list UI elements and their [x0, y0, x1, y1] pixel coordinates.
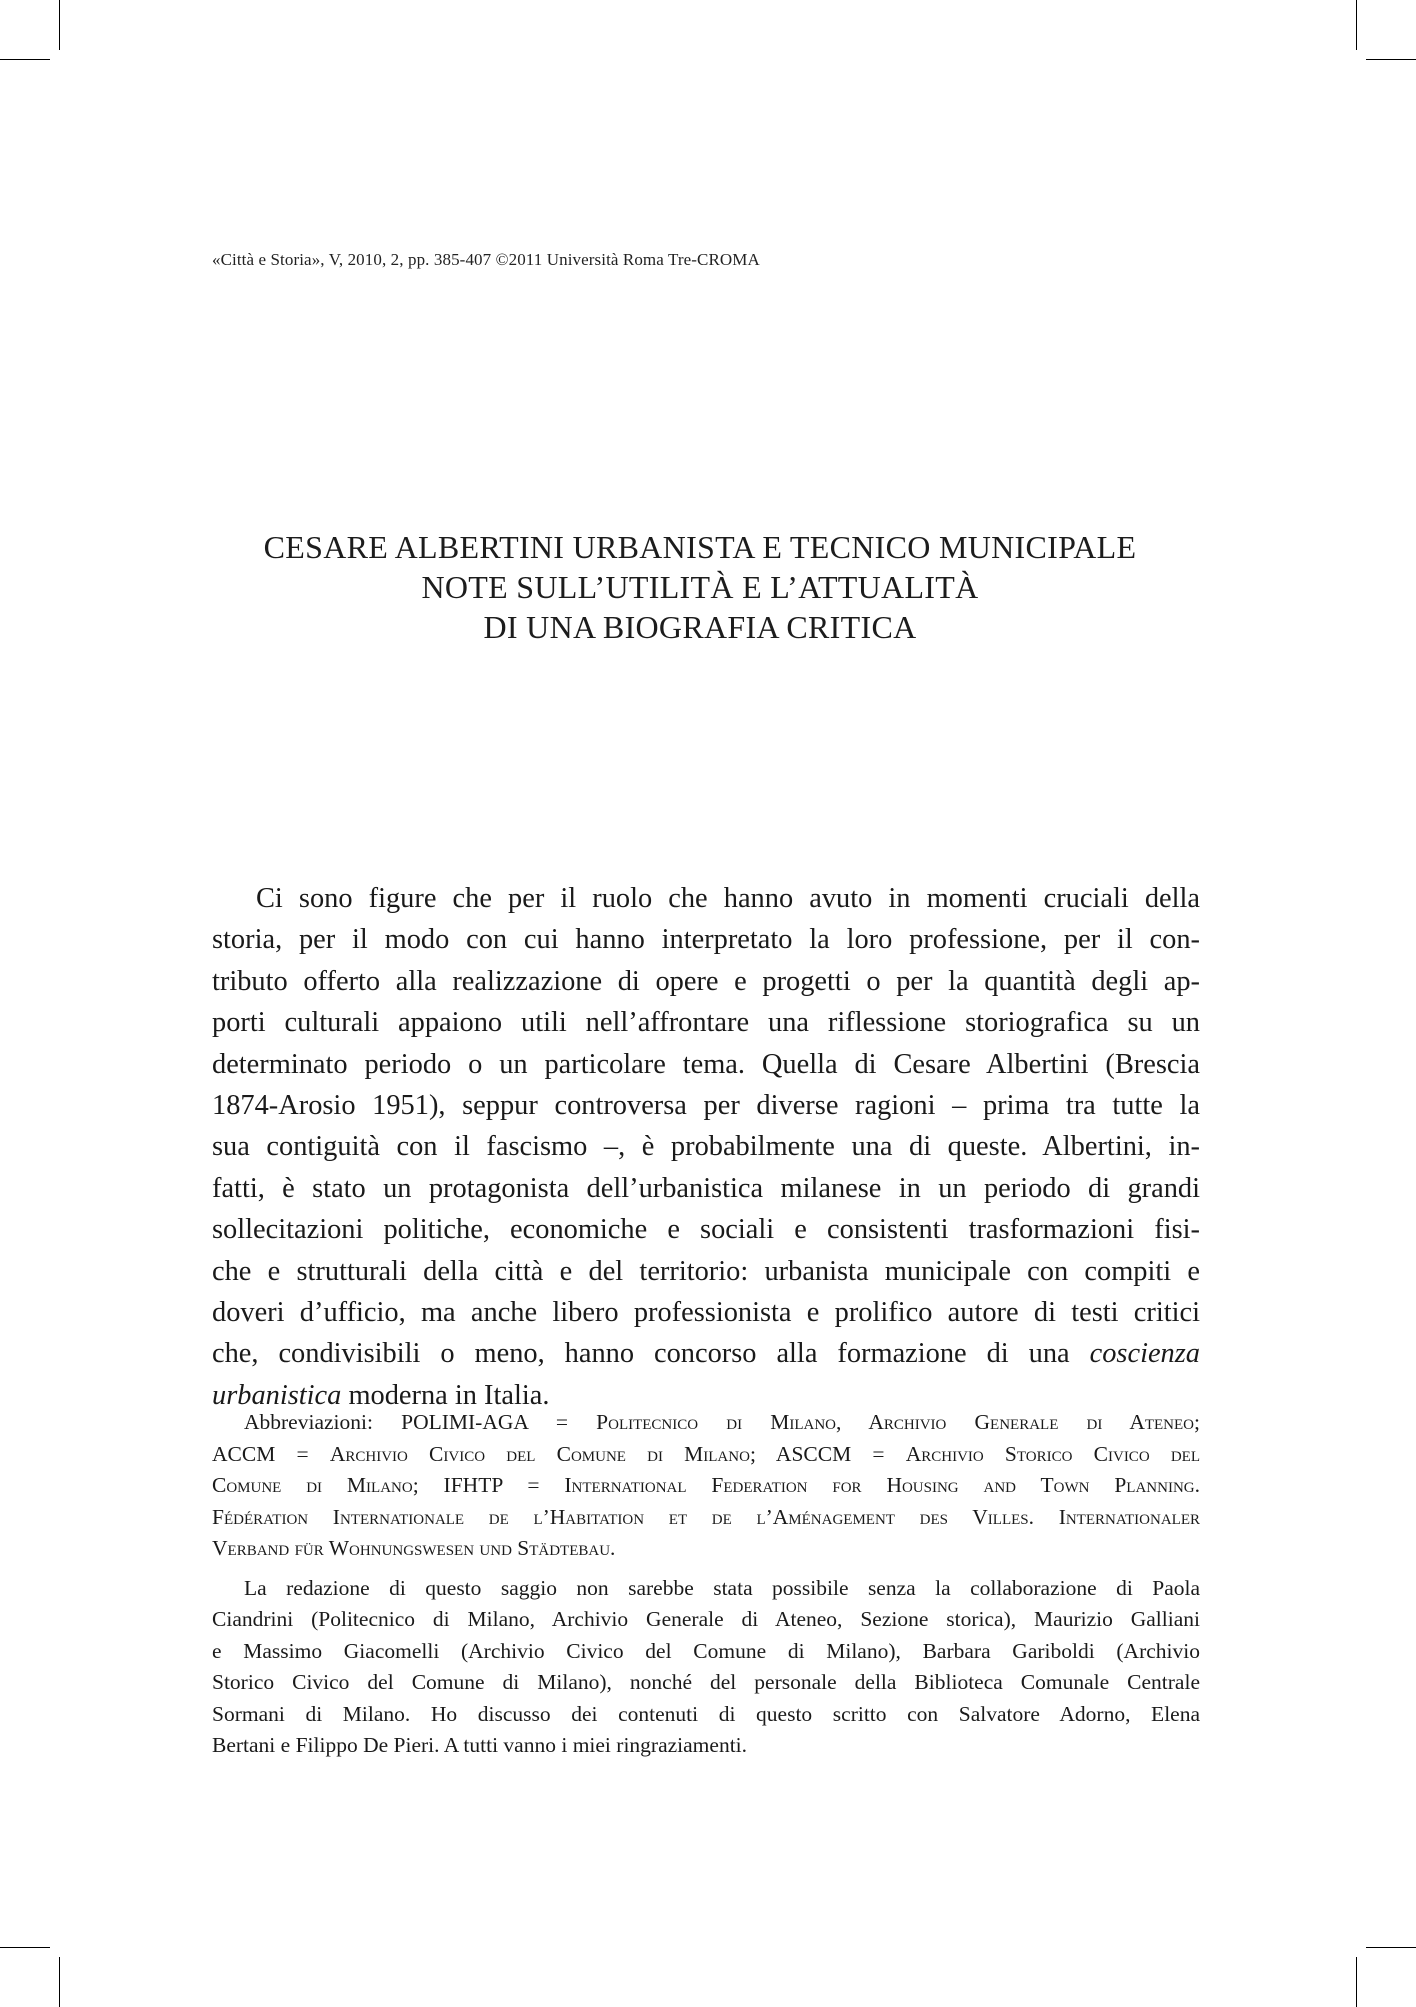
text-segment: ; ASCCM = [749, 1441, 906, 1466]
text-line: Storico Civico del Comune di Milano), nonché del personale della Biblioteca Comunale Centrale [212, 1670, 1200, 1694]
text-line: Bertani e Filippo De Pieri. A tutti vanno i miei ringraziamenti. [212, 1733, 748, 1757]
small-caps-text: International Federation for Housing and Town Planning. [564, 1473, 1200, 1497]
crop-mark [1356, 1957, 1357, 2007]
crop-mark [1356, 0, 1357, 50]
text-line: che e strutturali della città e del territorio: urbanista municipale con compiti e [212, 1255, 1200, 1287]
crop-mark [0, 1947, 50, 1948]
crop-mark [0, 59, 50, 60]
text-line: La redazione di questo saggio non sarebbe stata possibile senza la collaborazione di Paola [244, 1575, 1200, 1600]
small-caps-text: Archivio Storico Civico del [905, 1441, 1201, 1466]
text-line: Verband für Wohnungswesen und Städtebau. [212, 1536, 616, 1560]
text-line: e Massimo Giacomelli (Archivio Civico del Comune di Milano), Barbara Gariboldi (Archivio [212, 1638, 1200, 1663]
text-line: 1874-Arosio 1951), seppur controversa per diverse ragioni – prima tra tutte la [212, 1090, 1200, 1122]
text-segment: ; IFHTP = [412, 1473, 565, 1497]
text-line: sua contiguità con il fascismo –, è probabilmente una di queste. Albertini, in- [212, 1131, 1200, 1163]
text-line [212, 1407, 1200, 1439]
text-line [212, 1333, 1200, 1374]
small-caps-text: Politecnico di Milano, Archivio Generale di Ateneo [596, 1410, 1194, 1434]
small-caps-text: Comune di Milano [212, 1473, 413, 1497]
text-line: storia, per il modo con cui hanno interpretato la loro professione, per il con- [212, 924, 1200, 956]
text-line [212, 1439, 1200, 1471]
crop-mark [59, 0, 60, 50]
body-paragraph [212, 878, 1200, 1416]
crop-mark [59, 1957, 60, 2007]
text-segment: ACCM = [212, 1441, 330, 1466]
italic-term: urbanistica [212, 1379, 342, 1411]
crop-mark [1366, 59, 1416, 60]
crop-mark [1366, 1947, 1416, 1948]
text-segment: moderna in Italia. [341, 1379, 550, 1411]
text-line: sollecitazioni politiche, economiche e sociali e consistenti trasformazioni fisi- [212, 1214, 1200, 1246]
italic-term: coscienza [1089, 1338, 1200, 1370]
footnotes [212, 1407, 1200, 1762]
abbreviations-note [212, 1407, 1200, 1565]
text-line [212, 1470, 1200, 1502]
text-line: doveri d’ufficio, ma anche libero professionista e prolifico autore di testi critici [212, 1297, 1200, 1329]
acknowledgements-note [212, 1573, 1200, 1762]
text-segment: ; [1194, 1410, 1200, 1434]
text-line: determinato periodo o un particolare tema. Quella di Cesare Albertini (Brescia [212, 1048, 1200, 1080]
text-line: porti culturali appaiono utili nell’affrontare una riflessione storiografica su un [212, 1007, 1200, 1039]
title-line: CESARE ALBERTINI URBANISTA E TECNICO MUNICIPALE [263, 529, 1137, 565]
text-segment: che, condivisibili o meno, hanno concorso alla formazione di una [212, 1338, 1070, 1370]
text-line: Fédération Internationale de l’Habitation et de l’Aménagement des Villes. Internationaler [212, 1504, 1200, 1529]
title-line: DI UNA BIOGRAFIA CRITICA [483, 609, 917, 645]
text-line: Sormani di Milano. Ho discusso dei contenuti di questo scritto con Salvatore Adorno, Elena [212, 1701, 1200, 1726]
text-segment: Abbreviazioni: POLIMI-AGA = [244, 1410, 597, 1434]
small-caps-text: Archivio Civico del Comune di Milano [329, 1441, 750, 1466]
text-line: Ci sono figure che per il ruolo che hanno avuto in momenti cruciali della [256, 883, 1200, 914]
text-line: Ciandrini (Politecnico di Milano, Archivio Generale di Ateneo, Sezione storica), Maurizio Galliani [212, 1607, 1200, 1631]
text-line: tributo offerto alla realizzazione di opere e progetti o per la quantità degli ap- [212, 965, 1200, 997]
text-line: fatti, è stato un protagonista dell’urbanistica milanese in un periodo di grandi [212, 1172, 1200, 1204]
title-line: NOTE SULL’UTILITÀ E L’ATTUALITÀ [421, 569, 979, 605]
article-title [200, 527, 1200, 647]
journal-citation: «Città e Storia», V, 2010, 2, pp. 385-407 ©2011 Università Roma Tre-CROMA [212, 250, 760, 269]
